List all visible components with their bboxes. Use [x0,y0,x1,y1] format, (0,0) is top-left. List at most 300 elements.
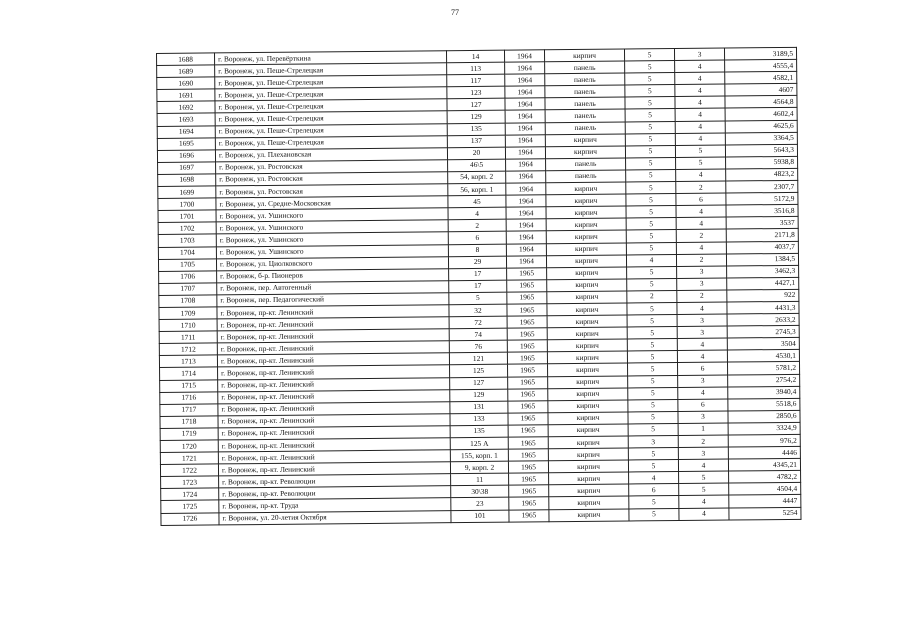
row-number: 1724 [161,488,219,501]
area-cell: 3940,4 [728,386,800,399]
wall-material-cell: кирпич [546,255,626,268]
house-number-cell: 127 [447,99,505,112]
area-cell: 4447 [729,495,801,508]
address-cell: г. Воронеж, пр-кт. Труда [219,498,451,512]
house-number-cell: 76 [449,340,507,353]
house-number-cell: 56, корп. 1 [448,183,506,196]
year-cell: 1964 [505,86,545,98]
entrances-cell: 3 [674,48,724,61]
entrances-cell: 4 [675,60,725,73]
area-cell: 3364,5 [725,132,797,145]
wall-material-cell: кирпич [546,218,626,231]
year-cell: 1964 [506,171,546,183]
area-cell: 4782,2 [729,471,801,484]
floors-cell: 5 [626,242,676,255]
row-number: 1720 [160,440,218,453]
row-number: 1705 [158,259,216,272]
entrances-cell: 6 [677,362,727,375]
row-number: 1726 [161,512,219,525]
entrances-cell: 5 [675,145,725,158]
row-number: 1692 [157,101,215,114]
floors-cell: 5 [625,109,675,122]
row-number: 1725 [161,500,219,513]
wall-material-cell: панель [546,158,626,171]
year-cell: 1964 [505,98,545,110]
address-cell: г. Воронеж, ул. Ростовская [216,184,448,198]
address-cell: г. Воронеж, ул. Ушинского [216,220,448,234]
year-cell: 1965 [509,473,549,485]
entrances-cell: 3 [677,278,727,291]
floors-cell: 5 [628,423,678,436]
floors-cell: 5 [627,327,677,340]
entrances-cell: 5 [679,483,729,496]
entrances-cell: 6 [678,399,728,412]
address-cell: г. Воронеж, ул. Ушинского [216,232,448,246]
address-cell: г. Воронеж, ул. Перевёрткина [215,51,447,65]
year-cell: 1964 [505,62,545,74]
address-cell: г. Воронеж, пр-кт. Революции [219,474,451,488]
entrances-cell: 4 [676,169,726,182]
year-cell: 1964 [506,159,546,171]
row-number: 1707 [159,283,217,296]
area-cell: 4530,1 [727,350,799,363]
wall-material-cell: кирпич [548,424,628,437]
wall-material-cell: кирпич [549,472,629,485]
house-number-cell: 74 [449,328,507,341]
wall-material-cell: кирпич [544,49,624,62]
entrances-cell: 4 [675,133,725,146]
address-cell: г. Воронеж, ул. Средне-Московская [216,196,448,210]
floors-cell: 5 [628,399,678,412]
entrances-cell: 2 [678,435,728,448]
area-cell: 4427,1 [727,277,799,290]
year-cell: 1965 [507,304,547,316]
wall-material-cell: кирпич [547,339,627,352]
address-cell: г. Воронеж, пр-кт. Ленинский [217,341,449,355]
area-cell: 5518,6 [728,398,800,411]
wall-material-cell: кирпич [548,460,628,473]
floors-cell: 5 [627,278,677,291]
area-cell: 4823,2 [726,168,798,181]
address-cell: г. Воронеж, ул. Пеше-Стрелецкая [215,75,447,89]
address-cell: г. Воронеж, пр-кт. Ленинский [218,414,450,428]
area-cell: 2850,6 [728,410,800,423]
area-cell: 3324,9 [728,422,800,435]
house-number-cell: 6 [448,232,506,245]
address-cell: г. Воронеж, ул. Ростовская [216,172,448,186]
address-cell: г. Воронеж, пр-кт. Ленинский [218,426,450,440]
row-number: 1709 [159,307,217,320]
floors-cell: 5 [627,315,677,328]
house-number-cell: 8 [448,244,506,257]
floors-cell: 5 [626,169,676,182]
wall-material-cell: кирпич [547,327,627,340]
year-cell: 1965 [507,328,547,340]
wall-material-cell: кирпич [546,194,626,207]
house-number-cell: 121 [449,352,507,365]
area-cell: 5643,3 [725,144,797,157]
year-cell: 1965 [508,425,548,437]
row-number: 1697 [158,162,216,175]
entrances-cell: 3 [677,326,727,339]
wall-material-cell: кирпич [547,351,627,364]
entrances-cell: 4 [679,495,729,508]
wall-material-cell: кирпич [548,376,628,389]
house-number-cell: 5 [449,292,507,305]
floors-cell: 5 [625,85,675,98]
address-cell: г. Воронеж, ул. Ушинского [216,208,448,222]
wall-material-cell: кирпич [545,146,625,159]
area-cell: 922 [727,289,799,302]
floors-cell: 5 [628,363,678,376]
entrances-cell: 4 [676,205,726,218]
address-cell: г. Воронеж, пр-кт. Революции [219,486,451,500]
wall-material-cell: кирпич [547,291,627,304]
house-number-cell: 20 [447,147,505,160]
entrances-cell: 5 [676,157,726,170]
house-number-cell: 155, корп. 1 [450,449,508,462]
area-cell: 2745,3 [727,325,799,338]
wall-material-cell: кирпич [547,303,627,316]
year-cell: 1965 [507,267,547,279]
entrances-cell: 3 [678,375,728,388]
entrances-cell: 3 [678,411,728,424]
address-cell: г. Воронеж, пр-кт. Ленинский [218,377,450,391]
address-cell: г. Воронеж, пр-кт. Ленинский [217,317,449,331]
area-cell: 4582,1 [725,72,797,85]
wall-material-cell: панель [545,97,625,110]
floors-cell: 5 [624,49,674,62]
year-cell: 1964 [505,74,545,86]
wall-material-cell: панель [545,61,625,74]
row-number: 1696 [157,150,215,163]
wall-material-cell: кирпич [545,134,625,147]
year-cell: 1965 [509,485,549,497]
house-number-cell: 2 [448,219,506,232]
entrances-cell: 3 [677,266,727,279]
house-number-cell: 127 [450,377,508,390]
entrances-cell: 6 [676,193,726,206]
year-cell: 1964 [506,255,546,267]
house-number-cell: 54, корп. 2 [448,171,506,184]
floors-cell: 5 [626,206,676,219]
entrances-cell: 4 [678,387,728,400]
floors-cell: 3 [628,436,678,449]
year-cell: 1965 [508,400,548,412]
entrances-cell: 4 [675,72,725,85]
floors-cell: 5 [626,182,676,195]
year-cell: 1965 [508,437,548,449]
wall-material-cell: панель [545,122,625,135]
entrances-cell: 3 [677,314,727,327]
wall-material-cell: кирпич [546,206,626,219]
entrances-cell: 2 [676,181,726,194]
area-cell: 3537 [726,217,798,230]
address-cell: г. Воронеж, пр-кт. Ленинский [218,365,450,379]
wall-material-cell: кирпич [548,363,628,376]
house-number-cell: 129 [447,111,505,124]
area-cell: 2633,2 [727,313,799,326]
floors-cell: 5 [625,73,675,86]
house-number-cell: 9, корп. 2 [450,461,508,474]
wall-material-cell: кирпич [548,400,628,413]
house-number-cell: 23 [451,498,509,511]
wall-material-cell: кирпич [549,484,629,497]
house-number-cell: 131 [450,401,508,414]
wall-material-cell: кирпич [546,230,626,243]
entrances-cell: 4 [677,338,727,351]
entrances-cell: 3 [678,447,728,460]
floors-cell: 5 [628,375,678,388]
entrances-cell: 2 [677,290,727,303]
row-number: 1719 [160,428,218,441]
year-cell: 1965 [508,449,548,461]
wall-material-cell: кирпич [546,182,626,195]
year-cell: 1965 [508,461,548,473]
house-number-cell: 123 [447,86,505,99]
floors-cell: 5 [629,496,679,509]
area-cell: 5172,9 [726,192,798,205]
row-number: 1723 [161,476,219,489]
address-cell: г. Воронеж, ул. Пеше-Стрелецкая [215,111,447,125]
wall-material-cell: панель [545,85,625,98]
area-cell: 4431,3 [727,301,799,314]
entrances-cell: 2 [676,229,726,242]
row-number: 1698 [158,174,216,187]
floors-cell: 5 [626,218,676,231]
floors-cell: 5 [628,387,678,400]
entrances-cell: 4 [676,242,726,255]
area-cell: 4602,4 [725,108,797,121]
entrances-cell: 1 [678,423,728,436]
area-cell: 1384,5 [726,253,798,266]
row-number: 1699 [158,186,216,199]
entrances-cell: 4 [678,459,728,472]
entrances-cell: 5 [679,471,729,484]
row-number: 1708 [159,295,217,308]
row-number: 1706 [159,271,217,284]
house-number-cell: 30\38 [451,486,509,499]
wall-material-cell: панель [545,109,625,122]
address-cell: г. Воронеж, пр-кт. Ленинский [218,438,450,452]
area-cell: 3462,3 [727,265,799,278]
year-cell: 1964 [505,122,545,134]
wall-material-cell: кирпич [548,448,628,461]
floors-cell: 6 [629,484,679,497]
house-number-cell: 14 [446,50,504,63]
wall-material-cell: кирпич [548,436,628,449]
house-number-cell: 72 [449,316,507,329]
year-cell: 1964 [505,147,545,159]
house-number-cell: 125 А [450,437,508,450]
row-number: 1702 [158,222,216,235]
entrances-cell: 4 [677,302,727,315]
wall-material-cell: панель [546,170,626,183]
address-cell: г. Воронеж, пр-кт. Ленинский [218,389,450,403]
year-cell: 1965 [507,292,547,304]
row-number: 1721 [160,452,218,465]
entrances-cell: 4 [677,350,727,363]
floors-cell: 5 [625,121,675,134]
year-cell: 1965 [507,316,547,328]
floors-cell: 4 [626,254,676,267]
house-number-cell: 135 [450,425,508,438]
entrances-cell: 4 [679,508,729,521]
floors-cell: 5 [625,133,675,146]
entrances-cell: 4 [675,121,725,134]
page-number: 77 [451,8,459,17]
address-cell: г. Воронеж, ул. Пеше-Стрелецкая [215,123,447,137]
floors-cell: 5 [626,230,676,243]
year-cell: 1965 [509,509,549,521]
row-number: 1688 [157,53,215,66]
house-number-cell: 113 [447,62,505,75]
area-cell: 3504 [727,338,799,351]
year-cell: 1965 [507,340,547,352]
year-cell: 1964 [506,231,546,243]
floors-cell: 5 [629,508,679,521]
year-cell: 1965 [508,376,548,388]
year-cell: 1965 [507,280,547,292]
floors-cell: 5 [625,145,675,158]
address-cell: г. Воронеж, пр-кт. Ленинский [218,401,450,415]
floors-cell: 2 [627,290,677,303]
area-cell: 4504,4 [729,483,801,496]
area-cell: 4564,8 [725,96,797,109]
area-cell: 4446 [728,446,800,459]
house-number-cell: 29 [448,256,506,269]
area-cell: 4625,6 [725,120,797,133]
year-cell: 1965 [507,352,547,364]
entrances-cell: 4 [675,84,725,97]
address-cell: г. Воронеж, пр-кт. Ленинский [217,353,449,367]
year-cell: 1964 [506,219,546,231]
area-cell: 976,2 [728,434,800,447]
house-number-cell: 46\5 [448,159,506,172]
house-number-cell: 101 [451,510,509,523]
row-number: 1691 [157,89,215,102]
row-number: 1718 [160,416,218,429]
address-cell: г. Воронеж, пр-кт. Ленинский [217,329,449,343]
address-cell: г. Воронеж, ул. Пеше-Стрелецкая [215,135,447,149]
house-number-cell: 135 [447,123,505,136]
area-cell: 2307,7 [726,180,798,193]
year-cell: 1964 [504,50,544,62]
row-number: 1717 [160,404,218,417]
year-cell: 1965 [508,388,548,400]
wall-material-cell: кирпич [547,279,627,292]
row-number: 1711 [159,331,217,344]
area-cell: 2754,2 [728,374,800,387]
row-number: 1695 [157,138,215,151]
year-cell: 1964 [506,183,546,195]
floors-cell: 5 [628,411,678,424]
floors-cell: 5 [625,61,675,74]
row-number: 1690 [157,77,215,90]
year-cell: 1964 [506,207,546,219]
address-cell: г. Воронеж, пр-кт. Ленинский [218,462,450,476]
wall-material-cell: кирпич [546,242,626,255]
table-body [157,47,801,525]
floors-cell: 4 [629,472,679,485]
house-number-cell: 17 [449,280,507,293]
house-number-cell: 137 [447,135,505,148]
entrances-cell: 4 [676,217,726,230]
address-cell: г. Воронеж, пр-кт. Ленинский [217,305,449,319]
house-number-cell: 17 [449,268,507,281]
row-number: 1714 [160,367,218,380]
address-cell: г. Воронеж, ул. Ушинского [216,244,448,258]
house-number-cell: 117 [447,74,505,87]
row-number: 1710 [159,319,217,332]
address-cell: г. Воронеж, ул. Плехановская [215,147,447,161]
house-number-cell: 133 [450,413,508,426]
area-cell: 3516,8 [726,205,798,218]
entrances-cell: 4 [675,96,725,109]
area-cell: 2171,8 [726,229,798,242]
house-number-cell: 129 [450,389,508,402]
wall-material-cell: кирпич [548,388,628,401]
house-number-cell: 11 [451,473,509,486]
house-number-cell: 125 [450,365,508,378]
wall-material-cell: кирпич [547,315,627,328]
housing-register-table [156,47,802,526]
row-number: 1693 [157,113,215,126]
year-cell: 1964 [506,243,546,255]
floors-cell: 5 [626,157,676,170]
entrances-cell: 2 [676,254,726,267]
address-cell: г. Воронеж, ул. Циолковского [216,256,448,270]
row-number: 1703 [158,234,216,247]
area-cell: 5938,8 [726,156,798,169]
address-cell: г. Воронеж, пр-кт. Ленинский [218,450,450,464]
floors-cell: 5 [626,194,676,207]
floors-cell: 5 [627,302,677,315]
house-number-cell: 4 [448,207,506,220]
house-number-cell: 45 [448,195,506,208]
wall-material-cell: кирпич [549,509,629,522]
year-cell: 1964 [506,195,546,207]
address-cell: г. Воронеж, пер. Автогенный [217,280,449,294]
floors-cell: 5 [628,448,678,461]
area-cell: 4345,21 [728,459,800,472]
area-cell: 4555,4 [725,59,797,72]
floors-cell: 5 [625,97,675,110]
row-number: 1701 [158,210,216,223]
address-cell: г. Воронеж, ул. Пеше-Стрелецкая [215,87,447,101]
year-cell: 1964 [505,134,545,146]
address-cell: г. Воронеж, ул. Пеше-Стрелецкая [215,63,447,77]
wall-material-cell: кирпич [549,496,629,509]
address-cell: г. Воронеж, ул. Ростовская [216,160,448,174]
row-number: 1713 [159,355,217,368]
floors-cell: 5 [627,266,677,279]
row-number: 1715 [160,379,218,392]
floors-cell: 5 [628,460,678,473]
row-number: 1694 [157,125,215,138]
entrances-cell: 4 [675,109,725,122]
wall-material-cell: панель [545,73,625,86]
area-cell: 4607 [725,84,797,97]
year-cell: 1964 [505,110,545,122]
wall-material-cell: кирпич [547,267,627,280]
year-cell: 1965 [509,497,549,509]
area-cell: 3189,5 [724,47,796,60]
area-cell: 5781,2 [727,362,799,375]
address-cell: г. Воронеж, ул. Пеше-Стрелецкая [215,99,447,113]
house-number-cell: 32 [449,304,507,317]
row-number: 1700 [158,198,216,211]
